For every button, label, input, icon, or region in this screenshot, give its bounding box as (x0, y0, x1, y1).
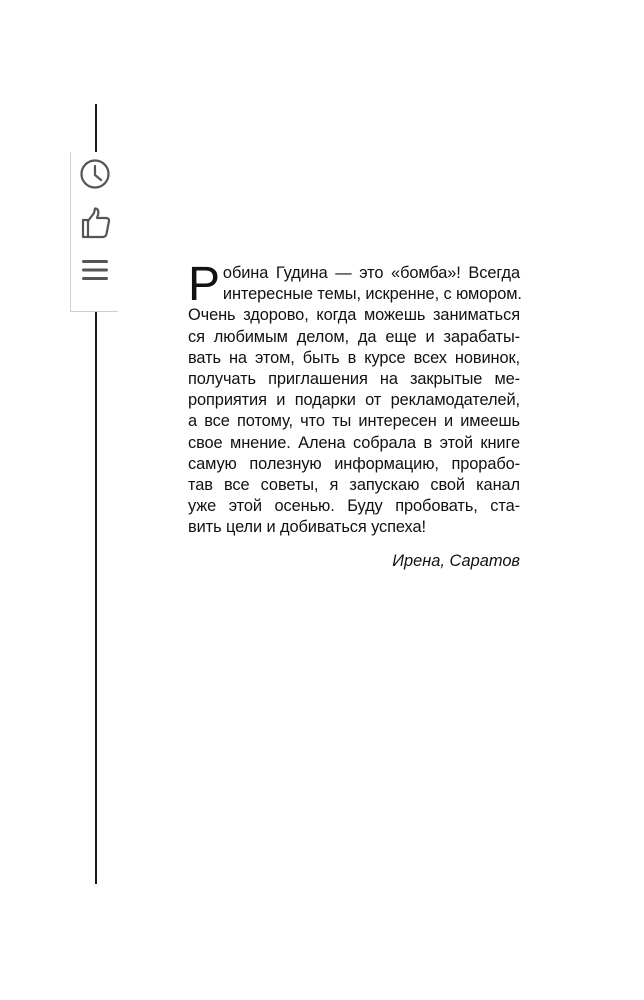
quote-text (188, 258, 522, 539)
quote-attribution: Ирена, Саратов (392, 551, 520, 570)
quote-line: роприятия и подарки от рекламодателей, (188, 391, 520, 410)
menu-icon[interactable] (81, 256, 109, 284)
quote-line: получать приглашения на закрытые ме- (188, 370, 520, 389)
quote-line: самую полезную информацию, прорабо- (188, 454, 520, 473)
quote-line: ся любимым делом, да еще и зарабаты- (188, 327, 520, 346)
quote-line: свое мнение. Алена собрала в этой книге (188, 433, 520, 452)
quote-line: вить цели и добиваться успеха! (188, 518, 426, 537)
quote-line: тав все советы, я запускаю свой канал (188, 476, 520, 495)
quote-line: а все потому, что ты интересен и имеешь (188, 412, 520, 431)
quote-line: интересные темы, искренне, с юмором. (222, 285, 522, 304)
vertical-rule-top (95, 104, 97, 152)
drop-cap: Р (188, 258, 220, 311)
clock-icon[interactable] (79, 158, 111, 190)
quote-line: Очень здорово, когда можешь заниматься (188, 306, 520, 325)
testimonial-quote (188, 258, 522, 571)
thumbs-up-icon[interactable] (79, 206, 113, 240)
quote-line: вать на этом, быть в курсе всех новинок, (188, 348, 520, 367)
quote-line: обина Гудина — это «бомба»! Всегда (222, 264, 520, 282)
vertical-rule-bottom (95, 312, 97, 884)
quote-line: уже этой осенью. Буду пробовать, ста- (188, 497, 520, 516)
side-icon-panel (70, 152, 118, 312)
